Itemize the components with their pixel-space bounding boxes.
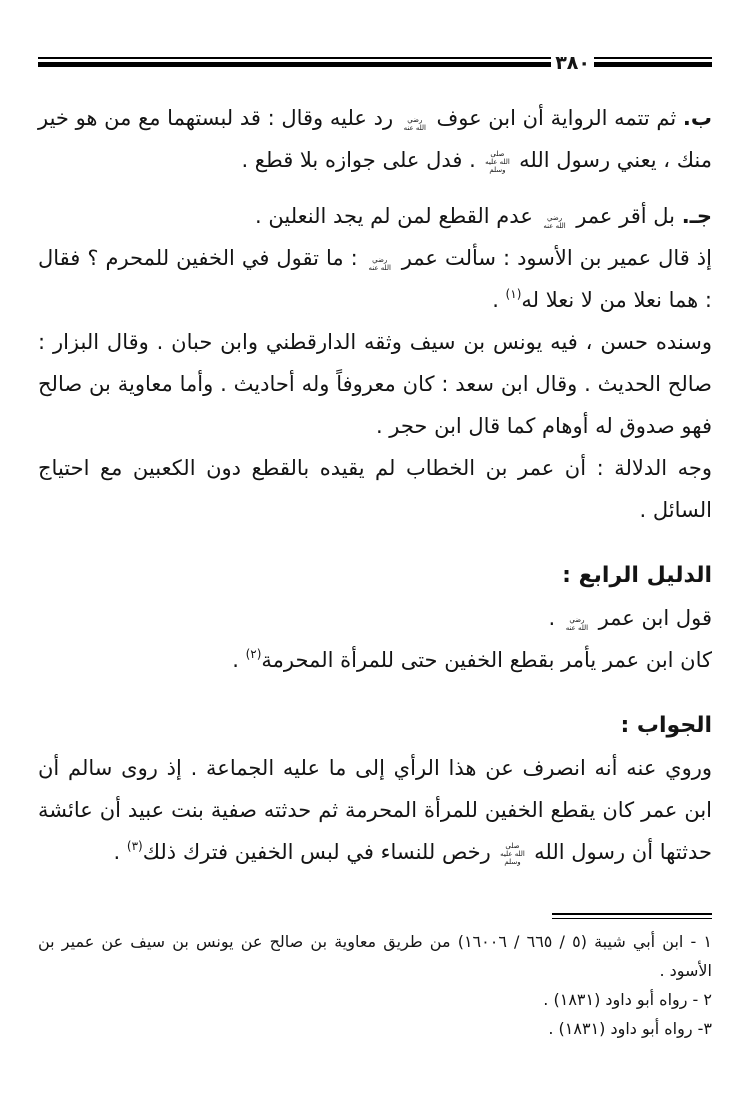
header-rule-thin-line [594, 57, 712, 59]
heading-fourth-evidence: الدليل الرابع : [562, 563, 712, 588]
sallallahu-alayhi-wasallam-ligature: صلى الله عليه وسلم [485, 149, 510, 174]
text-run: وجه الدلالة : أن عمر بن الخطاب لم يقيده بالقطع دون الكعبين مع احتياج السائل . [38, 456, 712, 522]
paragraph-point-of-evidence [38, 447, 712, 531]
paragraph-umayr-report [38, 237, 712, 321]
point-b-label: ب. [682, 106, 712, 130]
text-run: . [232, 648, 246, 672]
text-run: بل أقر عمر [569, 204, 682, 228]
text-run: وروي عنه أنه انصرف عن هذا الرأي إلى ما عليه الجماعة . إذ روى سالم أن ابن عمر كان يقطع الخفين للمرأة المحرمة ثم حدثته صفية بنت عبيد أن عائشة حدثتها أن رسول الله [38, 756, 712, 864]
page-header [38, 52, 712, 74]
footnote-marker-2: (٢) [245, 647, 262, 661]
text-run: . [548, 606, 562, 630]
paragraph-point-b [38, 97, 712, 181]
text-run: عدم القطع لمن لم يجد النعلين . [255, 204, 540, 228]
footnote-3: ٣- رواه أبو داود (١٨٣١) . [548, 1019, 712, 1038]
text-run: . فدل على جوازه بلا قطع . [241, 148, 483, 172]
header-rule-right [594, 57, 712, 67]
header-rule-thick-line [594, 62, 712, 67]
text-run: وسنده حسن ، فيه يونس بن سيف وثقه الدارقطني وابن حبان . وقال البزار : صالح الحديث . وقال ابن سعد : كان معروفاً وله أحاديث . وأما معاوية بن صالح فهو صدوق له أوهام كما قال ابن حجر . [38, 330, 712, 438]
text-run: إذ قال عمير بن الأسود : سألت عمر [394, 246, 712, 270]
header-rule-thin-line [38, 57, 551, 59]
text-run: قول ابن عمر [591, 606, 712, 630]
footnote-marker-3: (٣) [126, 839, 143, 853]
footnotes-section [38, 913, 712, 1043]
paragraph-ibn-umar-practice [38, 639, 712, 681]
footnote-marker-1: (١) [505, 287, 522, 301]
radi-allahu-anhu-ligature: رضي الله عنه [368, 255, 391, 272]
text-run: كان ابن عمر يأمر بقطع الخفين حتى للمرأة المحرمة [261, 648, 712, 672]
sallallahu-alayhi-wasallam-ligature: صلى الله عليه وسلم [500, 841, 525, 866]
page-number: ٣٨٠ [555, 52, 590, 74]
text-run: ثم تتمه الرواية أن ابن عوف [429, 106, 683, 130]
paragraph-point-j [38, 195, 712, 237]
footnote-separator-rule [552, 913, 712, 919]
radi-allahu-anhu-ligature: رضي الله عنه [565, 615, 589, 632]
paragraph-ibn-umar-saying [38, 597, 712, 639]
radi-allahu-anhu-ligature: رضي الله عنه [543, 213, 566, 230]
paragraph-answer-body [38, 747, 712, 873]
radi-allahu-anhu-ligature: رضي الله عنه [403, 115, 426, 132]
heading-answer: الجواب : [620, 713, 712, 738]
text-run: . [113, 840, 127, 864]
main-text [38, 97, 712, 873]
footnote-1: ١ - ابن أبي شيبة (٥ / ٦٦٥ / ١٦٠٠٦) من طريق معاوية بن صالح عن يونس بن سيف عن عمير بن الأسود . [38, 932, 713, 980]
text-run: رد عليه وقال : قد لبستهما مع من هو خير منك ، يعني رسول الله [37, 106, 712, 172]
text-run: رخص للنساء في لبس الخفين فترك ذلك [142, 840, 498, 864]
text-run: : ما تقول في الخفين للمحرم ؟ فقال : هما نعلا من لا نعلا له [38, 246, 712, 312]
text-run: . [492, 288, 506, 312]
header-rule-left [38, 57, 551, 67]
point-j-label: جـ. [681, 204, 712, 228]
paragraph-isnad-grading [38, 321, 712, 447]
footnote-2: ٢ - رواه أبو داود (١٨٣١) . [543, 990, 712, 1009]
header-rule-thick-line [38, 62, 551, 67]
